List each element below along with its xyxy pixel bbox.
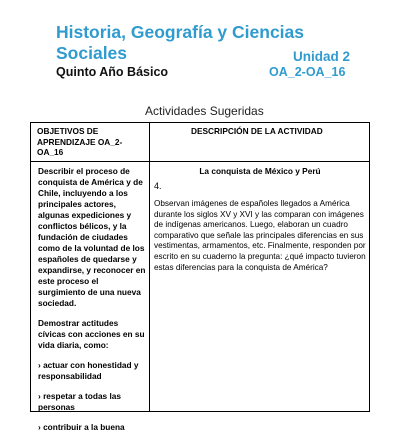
objectives-cell bbox=[38, 166, 148, 442]
objective-bullet: › contribuir a la buena bbox=[38, 422, 125, 432]
header-divider bbox=[31, 161, 369, 162]
objective-paragraph: Demostrar actitudes cívicas con acciones en su vida diaria, como: bbox=[38, 318, 145, 350]
activity-description: Observan imágenes de españoles llegados a América durante los siglos XV y XVI y las comparan con imágenes de indígenas americanos. Luego, elaboran un cuadro comparativo que señale las principales diferencias en sus vestimentas, armamentos, etc. Finalmente, responden por escrito en su cuaderno la pregunta: ¿qué impacto tuvieron estas diferencias para la conquista de América? bbox=[154, 199, 366, 272]
objective-bullet: › respetar a todas las personas bbox=[38, 391, 122, 412]
activity-number: 4. bbox=[154, 181, 162, 191]
activity-title: La conquista de México y Perú bbox=[199, 166, 321, 176]
grade-label: Quinto Año Básico bbox=[56, 65, 169, 79]
unit-label: Unidad 2 bbox=[293, 49, 351, 64]
description-cell bbox=[154, 166, 366, 273]
section-title: Actividades Sugeridas bbox=[145, 104, 264, 118]
subject-title: Historia, Geografía y Ciencias bbox=[56, 22, 305, 42]
objective-bullet: › actuar con honestidad y responsabilidad bbox=[38, 360, 139, 381]
description-header: DESCRIPCIÓN DE LA ACTIVIDAD bbox=[191, 126, 323, 136]
activities-table bbox=[30, 122, 370, 432]
objective-paragraph: Describir el proceso de conquista de América y de Chile, incluyendo a los principales actores, algunas expediciones y conflictos bélicos, y la fundación de ciudades como de la voluntad de los españoles de quedarse y expandirse, y reconocer en este proceso el surgimiento de una nueva sociedad. bbox=[38, 166, 146, 308]
column-divider bbox=[149, 123, 150, 411]
objectives-header: OBJETIVOS DE APRENDIZAJE OA_2-OA_16 bbox=[37, 126, 123, 157]
subject-title-continued: Sociales bbox=[56, 43, 128, 63]
oa-range-label: OA_2-OA_16 bbox=[269, 65, 346, 79]
